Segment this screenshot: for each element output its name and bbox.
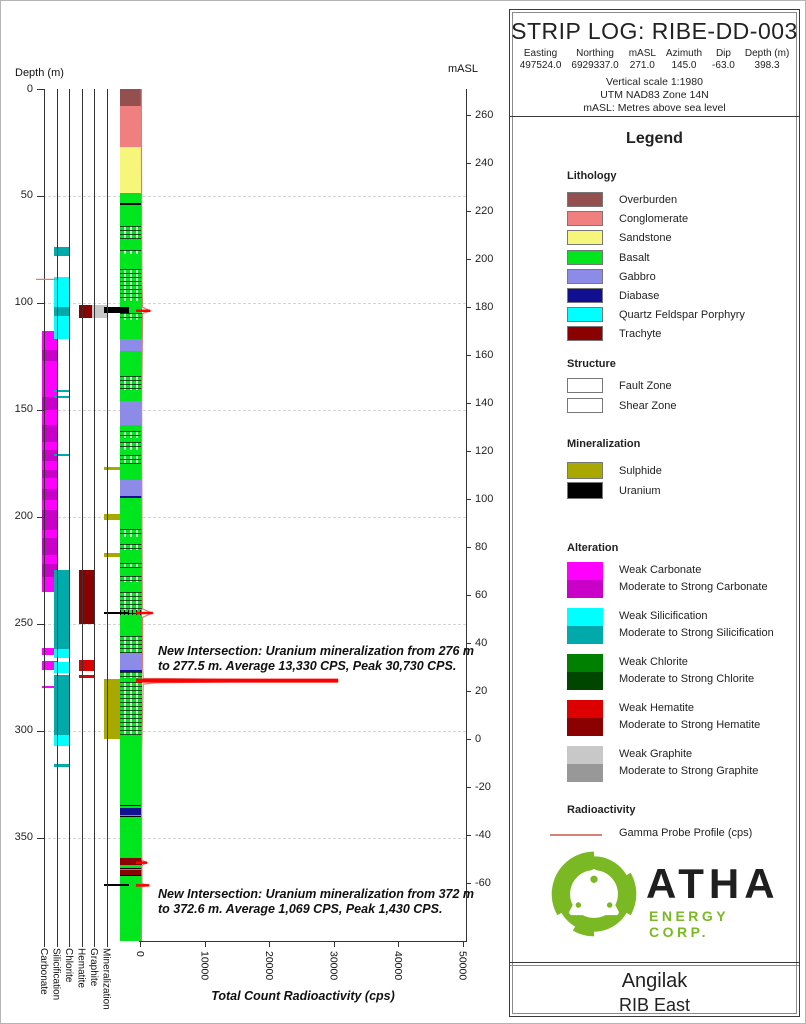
alteration-strong-swatch bbox=[567, 580, 603, 598]
masl-tick-label: 0 bbox=[475, 732, 482, 745]
track-label-hematite: Hematite bbox=[75, 948, 87, 989]
alteration-weak-label: Weak Silicification bbox=[619, 610, 708, 622]
track-label-chlorite: Chlorite bbox=[63, 948, 74, 983]
info-panel bbox=[509, 9, 800, 1017]
contact-line bbox=[120, 816, 143, 817]
lithology-interval-sandstone bbox=[120, 147, 143, 193]
masl-tick-label: 120 bbox=[475, 444, 494, 457]
collar-field-value: 497524.0 bbox=[519, 60, 562, 71]
mineralization-label-sulphide: Sulphide bbox=[619, 465, 662, 477]
lithology-interval-gabbro bbox=[120, 401, 143, 425]
track-line bbox=[57, 89, 58, 947]
track-label-graphite: Graphite bbox=[88, 948, 99, 987]
shear-zone-overlay bbox=[120, 672, 143, 678]
track-label-mineralization: Mineralization bbox=[100, 948, 112, 1010]
collar-field-label: Azimuth bbox=[665, 48, 703, 59]
lithology-interval-gabbro bbox=[120, 480, 143, 496]
alteration-weak-swatch bbox=[567, 746, 603, 764]
lithology-interval-gabbro bbox=[120, 653, 143, 669]
track-line bbox=[44, 89, 45, 947]
lithology-label-diabase: Diabase bbox=[619, 290, 660, 302]
shear-zone-overlay bbox=[120, 592, 143, 610]
alteration-swatch-carbonate_weak bbox=[567, 562, 603, 598]
area-name: RIB East bbox=[618, 995, 691, 1015]
masl-tick bbox=[466, 403, 471, 404]
lithology-label-sandstone: Sandstone bbox=[619, 232, 672, 245]
utm-note: UTM NAD83 Zone 14N bbox=[600, 89, 709, 101]
depth-tick bbox=[37, 624, 45, 625]
gamma-tick-label: 20000 bbox=[263, 951, 275, 981]
depth-axis-title: Depth (m) bbox=[15, 67, 64, 79]
gamma-tick bbox=[334, 941, 335, 947]
shear-zone-overlay bbox=[120, 529, 143, 537]
alteration-strong-swatch bbox=[567, 718, 603, 736]
masl-tick bbox=[466, 259, 471, 260]
depth-tick bbox=[37, 517, 45, 518]
collar-field bbox=[712, 48, 735, 72]
gamma-tick-label: 50000 bbox=[456, 951, 469, 981]
lithology-swatch-trachyte bbox=[567, 326, 603, 341]
track-label-silicification: Silicification bbox=[50, 948, 62, 1001]
shear-zone-overlay bbox=[120, 313, 143, 320]
depth-tick-label: 350 bbox=[14, 831, 33, 844]
mineralization-section-title: Mineralization bbox=[567, 438, 641, 450]
gamma-tick-label: 30000 bbox=[327, 951, 340, 981]
masl-tick bbox=[466, 451, 471, 452]
masl-tick bbox=[466, 163, 471, 164]
lithology-swatch-gabbro bbox=[567, 269, 603, 284]
collar-field bbox=[629, 48, 656, 72]
project-name: Angilak bbox=[621, 970, 688, 992]
masl-tick-label: 140 bbox=[475, 396, 494, 409]
collar-field-label: Easting bbox=[523, 48, 558, 59]
contact-line bbox=[120, 203, 143, 204]
footer-separator-2 bbox=[510, 965, 799, 966]
gamma-tick bbox=[205, 941, 206, 947]
collar-field-value: 398.3 bbox=[754, 60, 780, 71]
mineralization-label-uranium: Uranium bbox=[619, 485, 661, 497]
collar-field-value: -63.0 bbox=[712, 60, 735, 71]
shear-zone-overlay bbox=[120, 431, 143, 437]
strip-log-chart bbox=[1, 1, 507, 1024]
intersection-annotation bbox=[158, 887, 503, 917]
alteration-swatch-graphite_weak bbox=[567, 746, 603, 782]
lithology-swatch-conglomerate bbox=[567, 211, 603, 226]
depth-tick-label: 200 bbox=[14, 510, 33, 523]
atha-logo-icon bbox=[548, 848, 640, 940]
track-label-carbonate: Carbonate bbox=[38, 948, 49, 995]
collar-field bbox=[745, 48, 789, 72]
collar-field-value: 6929337.0 bbox=[571, 60, 619, 71]
gamma-profile-trace bbox=[1, 1, 507, 1024]
intersection-annotation bbox=[158, 644, 503, 674]
masl-axis-title: mASL bbox=[448, 63, 478, 75]
gamma-tick-label: 40000 bbox=[392, 951, 404, 981]
shear-zone-overlay bbox=[120, 226, 143, 239]
depth-tick bbox=[37, 196, 45, 197]
depth-tick-label: 150 bbox=[14, 403, 33, 416]
track-line bbox=[107, 89, 108, 947]
lithology-interval-trachyte bbox=[120, 858, 143, 865]
shear-zone-overlay bbox=[120, 269, 143, 301]
mineralization-swatch-uranium bbox=[567, 482, 603, 499]
collar-field bbox=[520, 48, 562, 72]
alteration-weak-swatch bbox=[567, 700, 603, 718]
collar-field-label: Depth (m) bbox=[744, 48, 790, 59]
depth-tick bbox=[37, 410, 45, 411]
logo-subtitle: ENERGY CORP. bbox=[649, 908, 729, 940]
shear-zone-overlay bbox=[120, 563, 143, 569]
structure-label-shear: Shear Zone bbox=[619, 399, 677, 412]
masl-axis-line bbox=[466, 89, 467, 941]
lithology-label-conglomerate: Conglomerate bbox=[619, 213, 689, 226]
masl-tick-label: 100 bbox=[475, 492, 494, 505]
lithology-interval-overburden bbox=[120, 89, 143, 106]
masl-tick bbox=[466, 835, 471, 836]
lithology-swatch-overburden bbox=[567, 192, 603, 207]
masl-tick-label: 160 bbox=[475, 348, 494, 361]
lithology-swatch-sandstone bbox=[567, 230, 603, 245]
radioactivity-section-title: Radioactivity bbox=[567, 804, 636, 816]
logo-wordmark: ATHA bbox=[646, 860, 780, 907]
collar-field bbox=[666, 48, 702, 72]
shear-zone-overlay bbox=[120, 636, 143, 653]
alteration-weak-label: Weak Graphite bbox=[619, 748, 693, 760]
alteration-strong-swatch bbox=[567, 764, 603, 782]
alteration-strong-label: Moderate to Strong Carbonate bbox=[619, 581, 768, 593]
contact-line bbox=[120, 875, 143, 876]
contact-line bbox=[120, 868, 143, 869]
alteration-weak-label: Weak Carbonate bbox=[619, 564, 702, 576]
lithology-label-qfp: Quartz Feldspar Porphyry bbox=[619, 309, 745, 322]
masl-tick bbox=[466, 211, 471, 212]
shear-zone-overlay bbox=[120, 442, 143, 451]
masl-tick bbox=[466, 787, 471, 788]
annotation-line: to 277.5 m. Average 13,330 CPS, Peak 30,730 CPS. bbox=[158, 659, 457, 674]
alteration-swatch-chlorite_weak bbox=[567, 654, 603, 690]
lithology-label-overburden: Overburden bbox=[619, 194, 678, 206]
gamma-axis-line bbox=[139, 941, 467, 942]
masl-tick-label: 240 bbox=[475, 156, 494, 169]
collar-field-label: Northing bbox=[576, 48, 614, 59]
track-line bbox=[69, 89, 70, 947]
masl-tick-label: 200 bbox=[475, 252, 494, 265]
alteration-strong-label: Moderate to Strong Hematite bbox=[619, 719, 761, 731]
structure-swatch-fault bbox=[567, 378, 603, 393]
track-line bbox=[82, 89, 83, 947]
masl-tick-label: 20 bbox=[475, 684, 488, 697]
alteration-strong-swatch bbox=[567, 626, 603, 644]
gamma-tick bbox=[463, 941, 464, 947]
footer-separator bbox=[510, 962, 799, 963]
mineralization-swatch-sulphide bbox=[567, 462, 603, 479]
structure-label-fault: Fault Zone bbox=[619, 380, 672, 392]
depth-tick bbox=[37, 89, 45, 90]
alteration-section-title: Alteration bbox=[567, 542, 619, 554]
structure-swatch-shear bbox=[567, 398, 603, 413]
gamma-axis-title: Total Count Radioactivity (cps) bbox=[211, 989, 395, 1003]
gamma-tick bbox=[398, 941, 399, 947]
lithology-swatch-diabase bbox=[567, 288, 603, 303]
gamma-tick bbox=[140, 941, 141, 947]
structure-section-title: Structure bbox=[567, 358, 616, 370]
masl-note: mASL: Metres above sea level bbox=[583, 102, 726, 114]
masl-tick-label: 260 bbox=[475, 108, 494, 121]
lithology-label-trachyte: Trachyte bbox=[619, 328, 662, 341]
lithology-interval-conglomerate bbox=[120, 106, 143, 147]
lithology-interval-gabbro bbox=[120, 339, 143, 351]
shear-zone-overlay bbox=[120, 682, 143, 735]
masl-tick-label: 220 bbox=[475, 204, 494, 217]
legend-title: Legend bbox=[626, 130, 683, 147]
alteration-strong-label: Moderate to Strong Chlorite bbox=[619, 673, 755, 685]
masl-tick bbox=[466, 115, 471, 116]
header-separator bbox=[510, 116, 799, 117]
depth-tick bbox=[37, 303, 45, 304]
lithology-label-gabbro: Gabbro bbox=[619, 270, 656, 283]
gamma-tick bbox=[269, 941, 270, 947]
contact-line bbox=[120, 805, 143, 806]
lithology-swatch-qfp bbox=[567, 307, 603, 322]
gamma-legend-line bbox=[550, 834, 602, 836]
alteration-strong-label: Moderate to Strong Silicification bbox=[619, 627, 774, 639]
alteration-weak-label: Weak Hematite bbox=[619, 702, 694, 714]
depth-tick-label: 0 bbox=[26, 82, 33, 95]
masl-tick bbox=[466, 355, 471, 356]
lithology-interval-diabase bbox=[120, 808, 143, 815]
track-line bbox=[94, 89, 95, 947]
depth-tick bbox=[37, 838, 45, 839]
lithology-interval-basalt bbox=[120, 815, 143, 858]
annotation-line: New Intersection: Uranium mineralization from 276 m bbox=[158, 644, 475, 659]
lithology-label-basalt: Basalt bbox=[619, 251, 650, 264]
masl-tick bbox=[466, 739, 471, 740]
collar-field-value: 145.0 bbox=[671, 60, 697, 71]
masl-tick-label: -40 bbox=[475, 828, 491, 841]
masl-tick-label: 60 bbox=[475, 588, 488, 601]
alteration-weak-swatch bbox=[567, 654, 603, 672]
depth-tick-label: 100 bbox=[14, 296, 33, 309]
alteration-weak-swatch bbox=[567, 562, 603, 580]
masl-tick-label: 40 bbox=[475, 636, 488, 649]
gamma-tick-label: 10000 bbox=[198, 951, 211, 981]
depth-tick-label: 300 bbox=[14, 724, 33, 737]
mineralization-interval-uranium bbox=[104, 884, 129, 886]
scale-note: Vertical scale 1:1980 bbox=[606, 76, 703, 88]
collar-info-table bbox=[510, 48, 799, 72]
masl-tick bbox=[466, 547, 471, 548]
header-notes bbox=[510, 76, 799, 115]
mineralization-interval-uranium bbox=[104, 612, 129, 614]
collar-field bbox=[571, 48, 618, 72]
radioactivity-label: Gamma Probe Profile (cps) bbox=[619, 827, 753, 839]
company-logo bbox=[548, 846, 778, 946]
collar-field-value: 271.0 bbox=[629, 60, 655, 71]
alteration-swatch-hematite_weak bbox=[567, 700, 603, 736]
masl-tick-label: 80 bbox=[475, 540, 488, 553]
mineralization-interval-uranium bbox=[104, 307, 129, 312]
masl-tick-label: -60 bbox=[475, 876, 491, 889]
collar-field-label: Dip bbox=[715, 48, 731, 59]
alteration-strong-label: Moderate to Strong Graphite bbox=[619, 765, 759, 777]
masl-tick-label: 180 bbox=[475, 300, 494, 313]
annotation-line: New Intersection: Uranium mineralization from 372 m bbox=[158, 887, 475, 902]
lithology-swatch-basalt bbox=[567, 250, 603, 265]
masl-tick bbox=[466, 499, 471, 500]
gamma-tick-label: 0 bbox=[134, 951, 146, 957]
alteration-swatch-silicification_weak bbox=[567, 608, 603, 644]
alteration-weak-swatch bbox=[567, 608, 603, 626]
shear-zone-overlay bbox=[120, 455, 143, 465]
annotation-line: to 372.6 m. Average 1,069 CPS, Peak 1,430 CPS. bbox=[158, 902, 443, 917]
alteration-weak-label: Weak Chlorite bbox=[619, 656, 688, 668]
collar-field-label: mASL bbox=[628, 48, 656, 59]
masl-tick bbox=[466, 883, 471, 884]
alteration-strong-swatch bbox=[567, 672, 603, 690]
masl-tick bbox=[466, 691, 471, 692]
shear-zone-overlay bbox=[120, 250, 143, 253]
masl-tick bbox=[466, 595, 471, 596]
masl-tick bbox=[466, 307, 471, 308]
shear-zone-overlay bbox=[120, 376, 143, 390]
masl-tick-label: -20 bbox=[475, 780, 491, 793]
depth-tick-label: 50 bbox=[20, 189, 33, 202]
lithology-section-title: Lithology bbox=[567, 170, 617, 182]
depth-tick-label: 250 bbox=[14, 617, 33, 630]
shear-zone-overlay bbox=[120, 544, 143, 550]
shear-zone-overlay bbox=[120, 576, 143, 582]
depth-tick bbox=[37, 731, 45, 732]
page-title: STRIP LOG: RIBE-DD-003 bbox=[511, 18, 798, 44]
